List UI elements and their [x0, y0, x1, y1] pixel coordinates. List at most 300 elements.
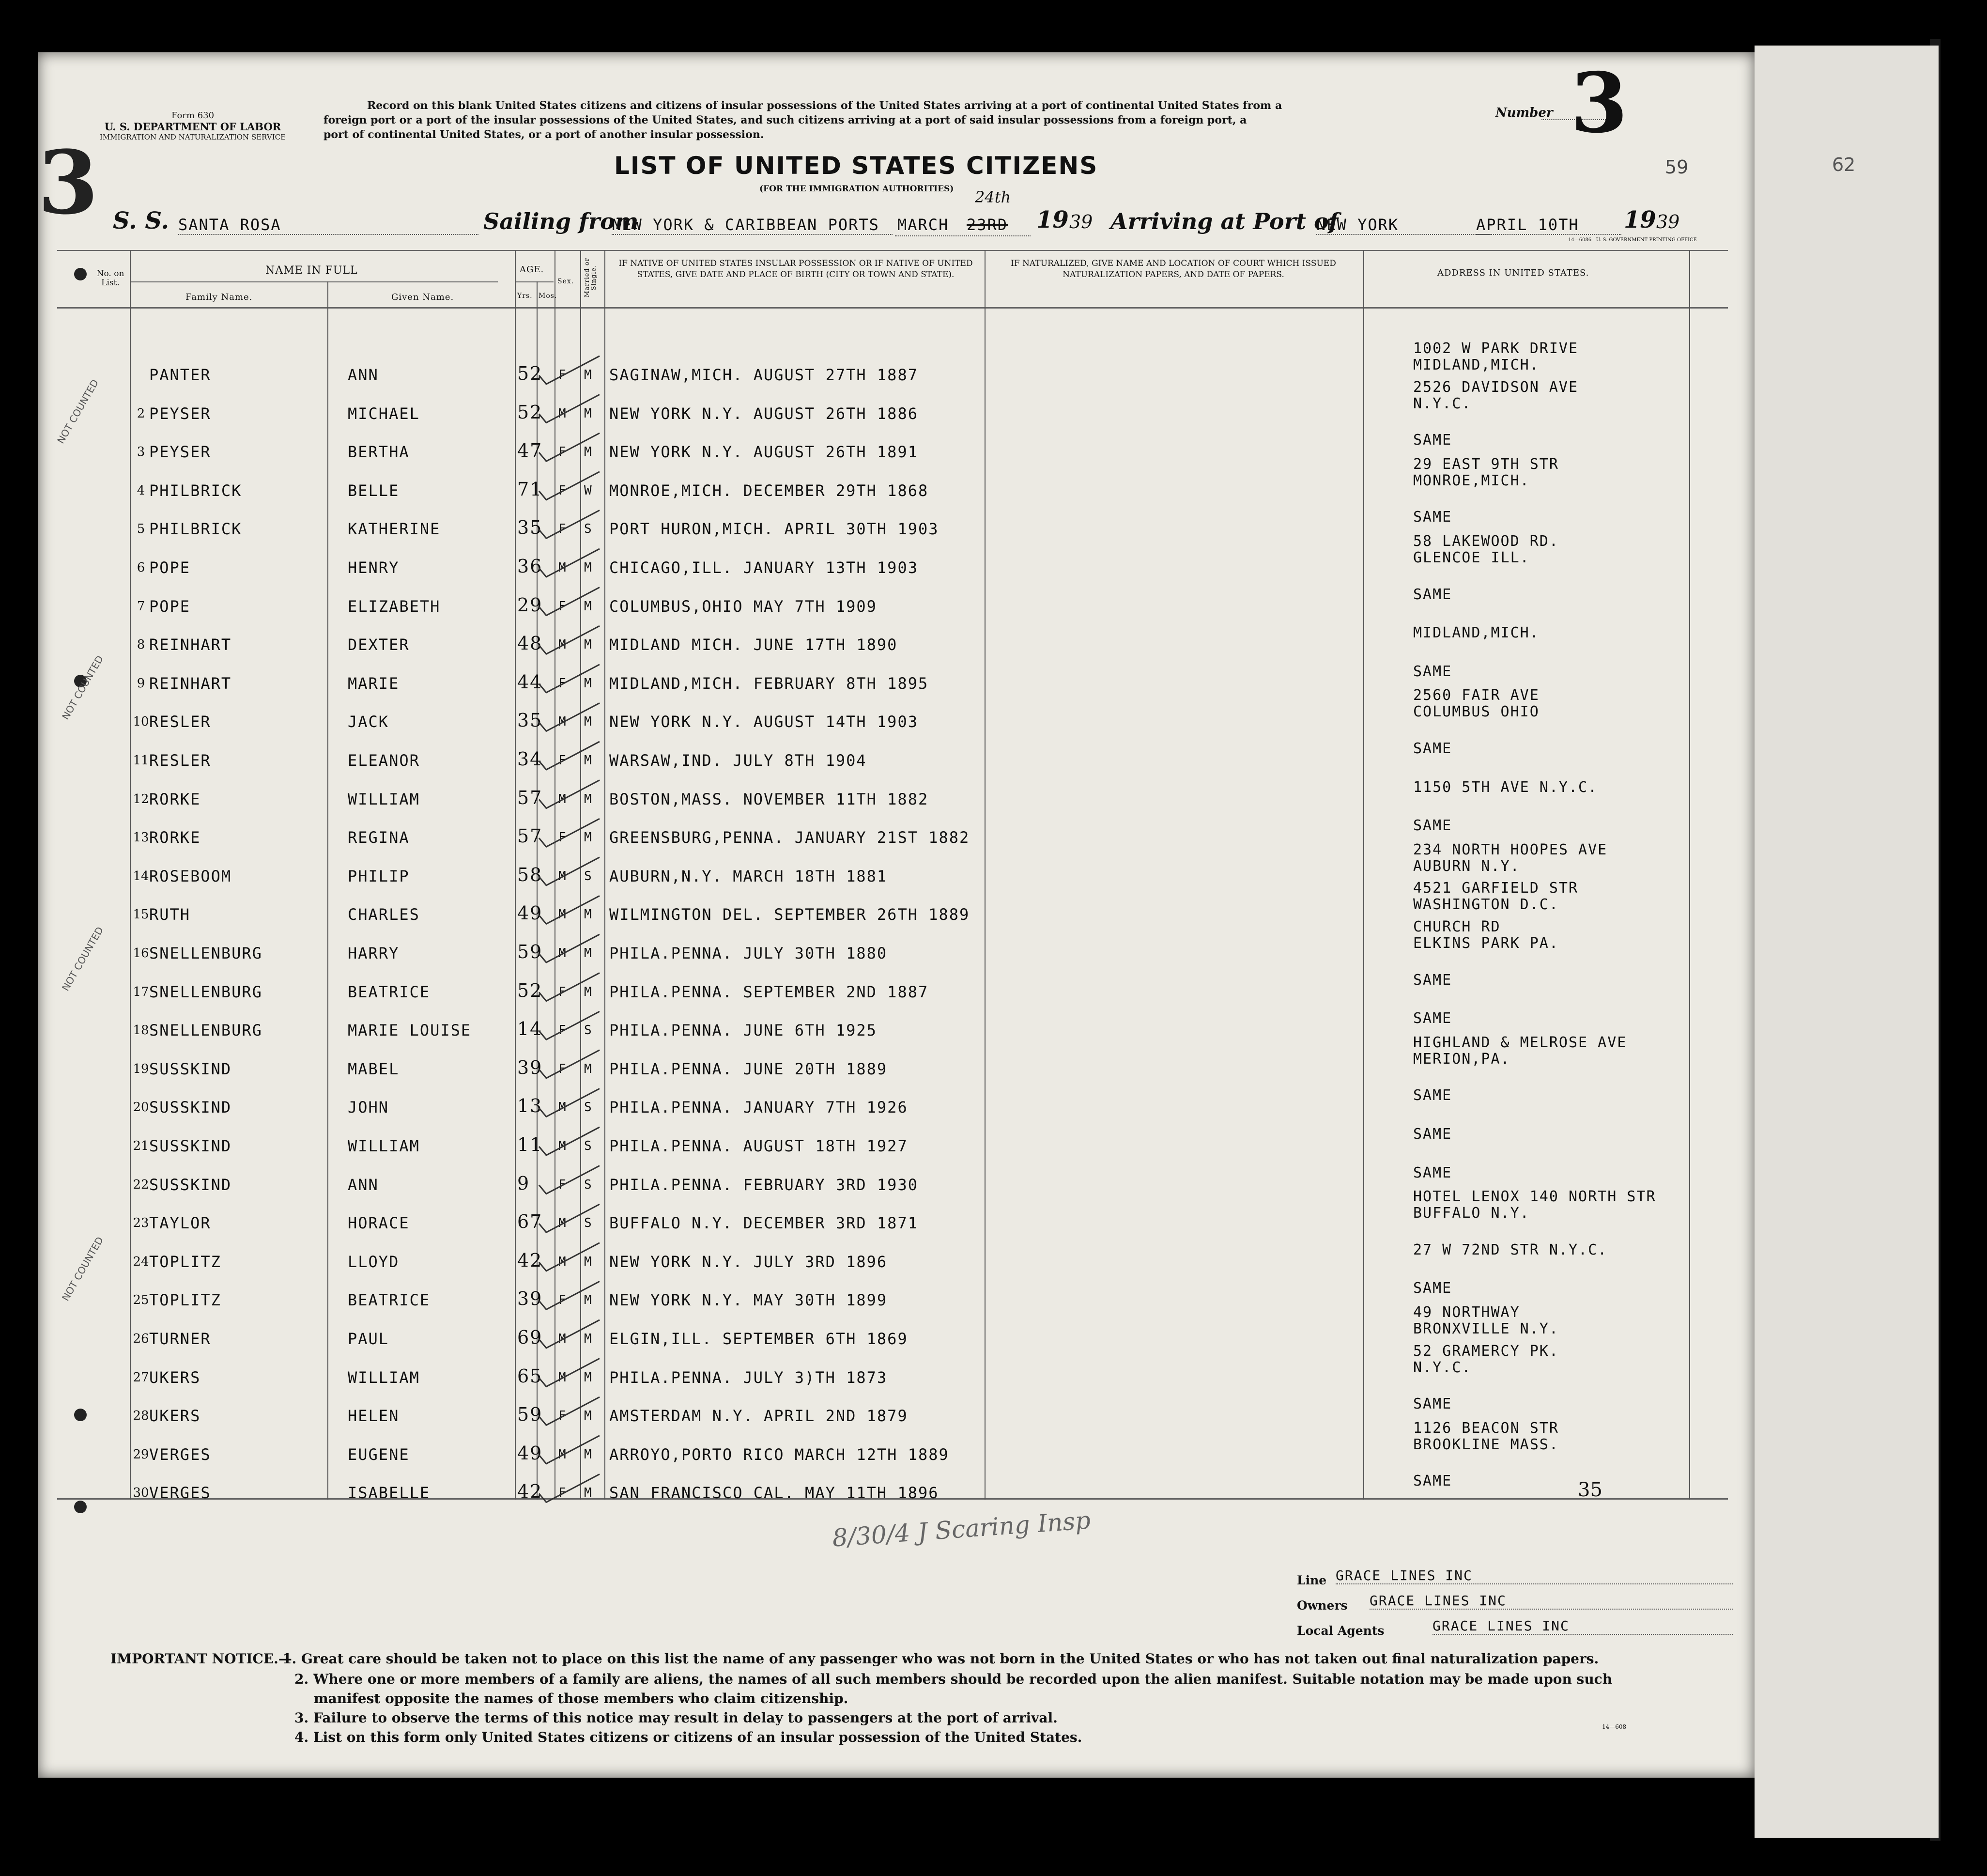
row-number: 25 [133, 1293, 149, 1308]
notice-item-4: 4. List on this form only United States citizens or citizens of an insular possession of the United States. [294, 1729, 1082, 1745]
sex: M [558, 637, 567, 652]
line-value: GRACE LINES INC [1336, 1567, 1733, 1584]
check-mark [539, 626, 600, 654]
header-age: AGE. [520, 264, 544, 275]
birth-place-date: PHILA.PENNA. FEBRUARY 3RD 1930 [609, 1175, 918, 1194]
sex: M [558, 907, 567, 922]
address-line-2: MIDLAND,MICH. [1413, 357, 1540, 373]
sex: F [558, 1293, 567, 1308]
address-line-2: COLUMBUS OHIO [1413, 703, 1540, 721]
given-name: MARIE LOUISE [348, 1021, 472, 1040]
address-line-1: 1002 W PARK DRIVE [1413, 340, 1579, 357]
marital-status: M [584, 791, 593, 806]
birth-place-date: AUBURN,N.Y. MARCH 18TH 1881 [609, 867, 888, 885]
owners-label: Owners [1297, 1598, 1348, 1612]
age-years: 71 [517, 478, 543, 500]
age-years: 36 [517, 556, 543, 577]
department: U. S. DEPARTMENT OF LABOR [104, 121, 281, 133]
sex: F [558, 1409, 567, 1424]
marital-status: M [584, 1254, 593, 1269]
check-mark [539, 934, 600, 962]
row-number: 4 [137, 483, 145, 498]
birth-place-date: WILMINGTON DEL. SEPTEMBER 26TH 1889 [609, 905, 970, 924]
birth-place-date: WARSAW,IND. JULY 8TH 1904 [609, 751, 867, 770]
address-line-2: ELKINS PARK PA. [1413, 935, 1559, 952]
given-name: WILLIAM [348, 1137, 420, 1155]
sail-day-struck: 23RD [967, 216, 1008, 234]
age-years: 11 [517, 1134, 543, 1155]
age-years: 59 [517, 1404, 543, 1426]
marital-status: M [584, 599, 593, 614]
birth-place-date: SAGINAW,MICH. AUGUST 27TH 1887 [609, 366, 918, 384]
birth-place-date: AMSTERDAM N.Y. APRIL 2ND 1879 [609, 1407, 908, 1426]
owners-value: GRACE LINES INC [1370, 1593, 1733, 1610]
not-counted-stamp: NOT COUNTED [60, 925, 106, 993]
sail-year: 39 [1069, 211, 1093, 233]
given-name: WILLIAM [348, 790, 420, 808]
birth-place-date: MONROE,MICH. DECEMBER 29TH 1868 [609, 481, 929, 500]
check-mark [539, 857, 600, 885]
row-number: 22 [133, 1177, 149, 1192]
marital-status: M [584, 560, 593, 575]
sex: M [558, 1254, 567, 1269]
check-mark [539, 1436, 600, 1464]
sex: M [558, 560, 567, 575]
notice-item-3: 3. Failure to observe the terms of this notice may result in delay to passengers at the port of arrival. [294, 1710, 1058, 1726]
age-years: 59 [517, 941, 543, 962]
row-number: 17 [133, 984, 149, 999]
age-years: 52 [517, 401, 543, 423]
header-given-name: Given Name. [391, 292, 454, 302]
birth-place-date: BUFFALO N.Y. DECEMBER 3RD 1871 [609, 1214, 918, 1233]
birth-place-date: GREENSBURG,PENNA. JANUARY 21ST 1882 [609, 828, 970, 847]
address-line-1: HOTEL LENOX 140 NORTH STR [1413, 1188, 1656, 1206]
row-number: 2 [137, 406, 145, 421]
age-years: 49 [517, 1442, 543, 1464]
agents-label: Local Agents [1297, 1624, 1385, 1638]
check-mark [539, 742, 600, 770]
row-number: 21 [133, 1139, 149, 1153]
given-name: BELLE [348, 481, 400, 500]
family-name: TAYLOR [149, 1214, 211, 1233]
birth-place-date: PHILA.PENNA. JULY 30TH 1880 [609, 944, 888, 962]
check-mark [539, 510, 600, 538]
given-name: ISABELLE [348, 1484, 431, 1503]
family-name: SUSSKIND [149, 1137, 232, 1155]
family-name: RESLER [149, 713, 211, 731]
sex: F [558, 483, 567, 498]
birth-place-date: NEW YORK N.Y. MAY 30TH 1899 [609, 1291, 888, 1310]
header-mos: Mos. [539, 292, 557, 300]
marital-status: M [584, 830, 593, 845]
family-name: TOPLITZ [149, 1252, 221, 1271]
row-number: 16 [133, 946, 149, 961]
given-name: PHILIP [348, 867, 410, 885]
age-years: 35 [517, 517, 543, 539]
address-line-2: MONROE,MICH. [1413, 472, 1530, 489]
given-name: WILLIAM [348, 1368, 420, 1387]
row-number: 12 [133, 791, 149, 806]
age-years: 58 [517, 864, 543, 885]
row-number: 10 [133, 714, 149, 729]
row-number: 20 [133, 1100, 149, 1115]
page-title: LIST OF UNITED STATES CITIZENS [614, 152, 1098, 180]
sex: M [558, 1332, 567, 1346]
address-line-1: SAME [1413, 1164, 1452, 1181]
address-line-1: SAME [1413, 432, 1452, 449]
birth-place-date: NEW YORK N.Y. AUGUST 14TH 1903 [609, 713, 918, 731]
marital-status: W [584, 483, 593, 498]
family-name: REINHART [149, 636, 232, 654]
family-name: SNELLENBURG [149, 982, 262, 1001]
birth-place-date: ELGIN,ILL. SEPTEMBER 6TH 1869 [609, 1330, 908, 1348]
family-name: PEYSER [149, 404, 211, 423]
given-name: EUGENE [348, 1445, 410, 1464]
family-name: POPE [149, 597, 191, 616]
marital-status: M [584, 1332, 593, 1346]
address-line-2: MERION,PA. [1413, 1050, 1510, 1068]
given-name: REGINA [348, 828, 410, 847]
check-mark [539, 1204, 600, 1232]
family-name: ROSEBOOM [149, 867, 232, 885]
given-name: HARRY [348, 944, 400, 962]
address-line-2: BUFFALO N.Y. [1413, 1205, 1530, 1222]
birth-place-date: SAN FRANCISCO CAL. MAY 11TH 1896 [609, 1484, 939, 1503]
age-years: 57 [517, 787, 543, 808]
check-mark [539, 1050, 600, 1078]
check-mark [539, 1088, 600, 1116]
family-name: SUSSKIND [149, 1175, 232, 1194]
given-name: MARIE [348, 674, 400, 693]
birth-place-date: COLUMBUS,OHIO MAY 7TH 1909 [609, 597, 877, 616]
row-number: 27 [133, 1370, 149, 1385]
birth-place-date: PHILA.PENNA. JANUARY 7TH 1926 [609, 1098, 908, 1117]
notice-item-1: 1. Great care should be taken not to place on this list the name of any passenger who was not born in the United States or who has not taken out final naturalization papers. [282, 1651, 1599, 1667]
sail-day-correction: 24th [975, 188, 1011, 206]
sail-month: MARCH [897, 216, 949, 234]
age-years: 39 [517, 1056, 543, 1078]
agents-value: GRACE LINES INC [1432, 1618, 1733, 1635]
marital-status: S [584, 868, 593, 884]
age-years: 42 [517, 1481, 543, 1503]
given-name: MABEL [348, 1059, 400, 1078]
age-years: 39 [517, 1288, 543, 1310]
address-line-2: AUBURN N.Y. [1413, 857, 1520, 875]
address-line-1: HIGHLAND & MELROSE AVE [1413, 1034, 1627, 1051]
address-line-1: SAME [1413, 817, 1452, 835]
family-name: TURNER [149, 1330, 211, 1348]
age-years: 52 [517, 979, 543, 1001]
marital-status: S [584, 1216, 593, 1231]
notice-item-2: 2. Where one or more members of a family are aliens, the names of all such members should be recorded upon the alien manifest. Suitable notation may be made upon such [294, 1671, 1613, 1687]
age-years: 44 [517, 671, 543, 693]
address-line-1: SAME [1413, 1280, 1452, 1297]
row-number: 15 [133, 907, 149, 922]
check-mark [539, 1281, 600, 1309]
family-name: PHILBRICK [149, 520, 242, 539]
birth-place-date: MIDLAND,MICH. FEBRUARY 8TH 1895 [609, 674, 929, 693]
page-stamp: 59 [1665, 156, 1689, 178]
given-name: ELIZABETH [348, 597, 441, 616]
given-name: LLOYD [348, 1252, 400, 1271]
marital-status: M [584, 1293, 593, 1308]
address-line-1: SAME [1413, 740, 1452, 757]
address-line-1: 2560 FAIR AVE [1413, 687, 1540, 704]
address-line-1: 27 W 72ND STR N.Y.C. [1413, 1241, 1608, 1258]
age-years: 13 [517, 1095, 543, 1117]
age-years: 65 [517, 1365, 543, 1387]
family-name: PEYSER [149, 443, 211, 462]
sex: F [558, 368, 567, 382]
birth-place-date: BOSTON,MASS. NOVEMBER 11TH 1882 [609, 790, 929, 808]
sex: F [558, 1486, 567, 1501]
address-line-1: SAME [1413, 1395, 1452, 1413]
service: IMMIGRATION AND NATURALIZATION SERVICE [99, 133, 286, 141]
address-line-1: 1150 5TH AVE N.Y.C. [1413, 778, 1598, 796]
row-number: 5 [137, 522, 145, 537]
address-line-1: SAME [1413, 509, 1452, 526]
birth-place-date: PHILA.PENNA. AUGUST 18TH 1927 [609, 1137, 908, 1155]
check-mark [539, 819, 600, 847]
sex: F [558, 1023, 567, 1038]
marital-status: S [584, 1023, 593, 1038]
address-line-2: N.Y.C. [1413, 1359, 1472, 1376]
address-line-1: SAME [1413, 586, 1452, 603]
birth-place-date: PHILA.PENNA. JUNE 6TH 1925 [609, 1021, 877, 1040]
sex: F [558, 599, 567, 614]
arrival-year-prefix: 19 [1624, 206, 1656, 233]
given-name: ANN [348, 1175, 379, 1194]
birth-place-date: CHICAGO,ILL. JANUARY 13TH 1903 [609, 558, 918, 577]
birth-place-date: PHILA.PENNA. JUNE 20TH 1889 [609, 1059, 888, 1078]
birth-place-date: PHILA.PENNA. SEPTEMBER 2ND 1887 [609, 982, 929, 1001]
age-years: 67 [517, 1211, 543, 1233]
sex: F [558, 522, 567, 537]
check-mark [539, 1474, 600, 1502]
address-line-1: CHURCH RD [1413, 918, 1501, 935]
not-counted-stamp: NOT COUNTED [60, 653, 106, 722]
check-mark [539, 1166, 600, 1194]
marital-status: M [584, 445, 593, 460]
header-birth: IF NATIVE OF UNITED STATES INSULAR POSSESSION OR IF NATIVE OF UNITED STATES, GIVE DATE AND PLACE OF BIRTH (CITY OR TOWN AND STATE). [618, 259, 973, 279]
given-name: JACK [348, 713, 389, 731]
check-mark [539, 973, 600, 1001]
birth-place-date: NEW YORK N.Y. AUGUST 26TH 1886 [609, 404, 918, 423]
family-name: TOPLITZ [149, 1291, 221, 1310]
row-number: 9 [137, 676, 145, 691]
address-line-1: 49 NORTHWAY [1413, 1304, 1520, 1321]
marital-status: S [584, 1100, 593, 1115]
age-years: 57 [517, 825, 543, 847]
row-number: 29 [133, 1447, 149, 1462]
marital-status: S [584, 522, 593, 537]
marital-status: M [584, 676, 593, 691]
birth-place-date: NEW YORK N.Y. JULY 3RD 1896 [609, 1252, 888, 1271]
row-number: 18 [133, 1023, 149, 1038]
notice-item-2-cont: manifest opposite the names of those members who claim citizenship. [314, 1690, 848, 1706]
check-mark [539, 1397, 600, 1425]
header-yrs: Yrs. [517, 292, 533, 300]
check-mark [539, 1011, 600, 1039]
sex: M [558, 1370, 567, 1385]
row-number: 23 [133, 1216, 149, 1231]
sex: M [558, 946, 567, 961]
age-years: 52 [517, 363, 543, 384]
given-name: PAUL [348, 1330, 389, 1348]
check-mark [539, 433, 600, 461]
address-line-2: N.Y.C. [1413, 395, 1472, 412]
header-naturalized: IF NATURALIZED, GIVE NAME AND LOCATION OF COURT WHICH ISSUED NATURALIZATION PAPERS, AND DATE OF PAPERS. [1011, 259, 1336, 279]
check-mark [539, 780, 600, 808]
age-years: 14 [517, 1018, 543, 1040]
marital-status: M [584, 1447, 593, 1462]
age-years: 9 [517, 1172, 530, 1194]
check-mark [539, 472, 600, 500]
header-family-name: Family Name. [185, 292, 253, 302]
family-name: POPE [149, 558, 191, 577]
notice-heading: IMPORTANT NOTICE.— [110, 1651, 292, 1667]
age-years: 47 [517, 440, 543, 462]
family-name: RESLER [149, 751, 211, 770]
age-years: 69 [517, 1327, 543, 1348]
given-name: BEATRICE [348, 1291, 431, 1310]
sex: F [558, 1177, 567, 1192]
sex: F [558, 1061, 567, 1076]
sex: M [558, 1216, 567, 1231]
sex: M [558, 1100, 567, 1115]
given-name: ANN [348, 366, 379, 384]
margin-number-mark: 3 [38, 132, 99, 234]
header-sex: Sex. [557, 278, 574, 285]
ss-label: S. S. [113, 207, 169, 234]
birth-place-date: MIDLAND MICH. JUNE 17TH 1890 [609, 636, 898, 654]
marital-status: M [584, 753, 593, 768]
printer-code: 14—6086 [1568, 237, 1592, 243]
arrival-port: NEW YORK [1316, 216, 1491, 235]
instruction-line: foreign port or a port of the insular possessions of the United States, and such citizens arriving at a port of said insular possessions from a foreign port, a [323, 114, 1247, 126]
check-mark [539, 1359, 600, 1387]
row-number: 6 [137, 560, 145, 575]
family-name: SUSSKIND [149, 1098, 232, 1117]
family-name: RORKE [149, 828, 201, 847]
family-name: REINHART [149, 674, 232, 693]
address-line-1: SAME [1413, 1010, 1452, 1027]
check-mark [539, 1127, 600, 1155]
tally-count: 35 [1578, 1479, 1602, 1501]
row-number: 14 [133, 868, 149, 884]
manifest-sheet [38, 52, 1856, 1778]
age-years: 29 [517, 594, 543, 616]
row-number: 8 [137, 637, 145, 652]
family-name: UKERS [149, 1368, 201, 1387]
ship-name: SANTA ROSA [178, 216, 478, 235]
row-number: 3 [137, 445, 145, 460]
check-mark [539, 665, 600, 693]
given-name: HELEN [348, 1407, 400, 1426]
form-number: Form 630 [171, 110, 215, 121]
family-name: VERGES [149, 1484, 211, 1503]
address-line-1: MIDLAND,MICH. [1413, 624, 1540, 642]
sex: M [558, 791, 567, 806]
sailing-from: NEW YORK & CARIBBEAN PORTS [612, 216, 893, 235]
check-mark [539, 1320, 600, 1348]
address-line-2: GLENCOE ILL. [1413, 549, 1530, 566]
row-number: 30 [133, 1486, 149, 1501]
birth-place-date: PHILA.PENNA. JULY 3)TH 1873 [609, 1368, 888, 1387]
next-page-edge [1755, 46, 1939, 1838]
row-number: 11 [133, 753, 149, 768]
family-name: PANTER [149, 366, 211, 384]
list-number: 3 [1571, 55, 1628, 152]
age-years: 35 [517, 710, 543, 731]
marital-status: M [584, 368, 593, 382]
row-number: 7 [137, 599, 145, 614]
check-mark [539, 356, 600, 384]
tick-marks [38, 52, 1755, 1778]
family-name: SNELLENBURG [149, 1021, 262, 1040]
row-number: 26 [133, 1332, 149, 1346]
family-name: VERGES [149, 1445, 211, 1464]
given-name: ELEANOR [348, 751, 420, 770]
check-mark [539, 588, 600, 616]
row-number: 28 [133, 1409, 149, 1424]
arrival-date: APRIL 10TH [1476, 216, 1621, 235]
marital-status: S [584, 1177, 593, 1192]
marital-status: M [584, 637, 593, 652]
arriving-label: Arriving at Port of [1110, 208, 1339, 234]
marital-status: M [584, 1486, 593, 1501]
sailing-label: Sailing from [483, 208, 639, 234]
marital-status: M [584, 946, 593, 961]
sex: M [558, 1447, 567, 1462]
printer-note: U. S. GOVERNMENT PRINTING OFFICE [1596, 237, 1697, 243]
address-line-1: SAME [1413, 1473, 1452, 1490]
check-mark [539, 703, 600, 731]
marital-status: M [584, 907, 593, 922]
check-mark [539, 896, 600, 924]
number-label: Number [1495, 106, 1553, 120]
family-name: RUTH [149, 905, 191, 924]
marital-status: M [584, 714, 593, 729]
check-mark [539, 395, 600, 423]
footer-code: 14—608 [1602, 1723, 1627, 1730]
check-mark [539, 1243, 600, 1271]
sail-year-prefix: 19 [1036, 206, 1069, 233]
address-line-1: 58 LAKEWOOD RD. [1413, 533, 1559, 550]
age-years: 42 [517, 1249, 543, 1271]
sex: F [558, 753, 567, 768]
line-label: Line [1297, 1573, 1327, 1587]
page-subtitle: (FOR THE IMMIGRATION AUTHORITIES) [759, 184, 954, 194]
sex: F [558, 984, 567, 999]
not-counted-stamp: NOT COUNTED [60, 1235, 106, 1303]
address-line-1: 29 EAST 9TH STR [1413, 455, 1559, 473]
instruction-line: port of continental United States, or a port of another insular possession. [323, 128, 764, 141]
birth-place-date: PORT HURON,MICH. APRIL 30TH 1903 [609, 520, 939, 539]
sex: F [558, 676, 567, 691]
given-name: CHARLES [348, 905, 420, 924]
address-line-2: BRONXVILLE N.Y. [1413, 1320, 1559, 1337]
given-name: DEXTER [348, 636, 410, 654]
sex: M [558, 714, 567, 729]
address-line-1: SAME [1413, 971, 1452, 989]
sex: M [558, 1139, 567, 1153]
family-name: PHILBRICK [149, 481, 242, 500]
arrival-year: 39 [1656, 211, 1680, 233]
marital-status: M [584, 1370, 593, 1385]
address-line-1: 2526 DAVIDSON AVE [1413, 378, 1579, 396]
address-line-1: 234 NORTH HOOPES AVE [1413, 841, 1608, 858]
